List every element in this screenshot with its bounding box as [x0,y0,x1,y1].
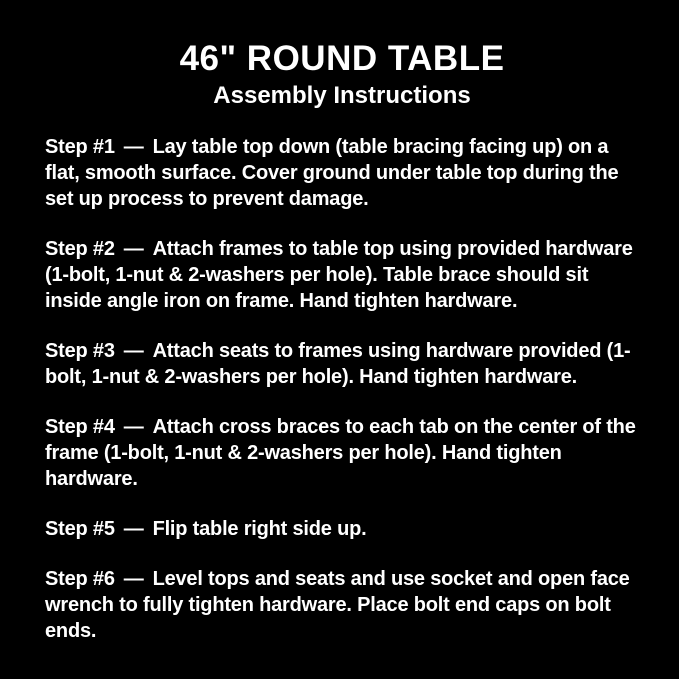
step-separator: — [123,238,144,260]
step-paragraph [45,516,639,542]
page-title: 46" ROUND TABLE [179,39,505,78]
step-label: Step #1 [45,136,115,158]
step-paragraph [45,414,639,492]
step-paragraph [45,566,639,644]
step-separator: — [123,136,144,158]
step-label: Step #3 [45,340,115,362]
step-separator: — [123,416,144,438]
step-separator: — [123,568,144,590]
step-paragraph [45,236,639,314]
step-paragraph [45,338,639,390]
step-label: Step #6 [45,568,115,590]
step-separator: — [123,340,144,362]
steps-list [45,134,639,644]
step-text: Level tops and seats and use socket and open face wrench to fully tighten hardware. Place bolt end caps on bolt ends. [45,568,630,642]
step-paragraph [45,134,639,212]
step-separator: — [123,518,144,540]
step-text: Flip table right side up. [152,518,367,540]
page-subtitle: Assembly Instructions [213,82,471,109]
step-label: Step #2 [45,238,115,260]
step-text: Attach cross braces to each tab on the center of the frame (1-bolt, 1-nut & 2-washers per hole). Hand tighten hardware. [45,416,636,490]
step-label: Step #5 [45,518,115,540]
step-text: Attach seats to frames using hardware provided (1-bolt, 1-nut & 2-washers per hole). Hand tighten hardware. [45,340,631,388]
step-label: Step #4 [45,416,115,438]
step-text: Lay table top down (table bracing facing up) on a flat, smooth surface. Cover ground under table top during the set up process to prevent damage. [45,136,619,210]
step-text: Attach frames to table top using provided hardware (1-bolt, 1-nut & 2-washers per hole). Table brace should sit inside angle iron on frame. Hand tighten hardware. [45,238,633,312]
